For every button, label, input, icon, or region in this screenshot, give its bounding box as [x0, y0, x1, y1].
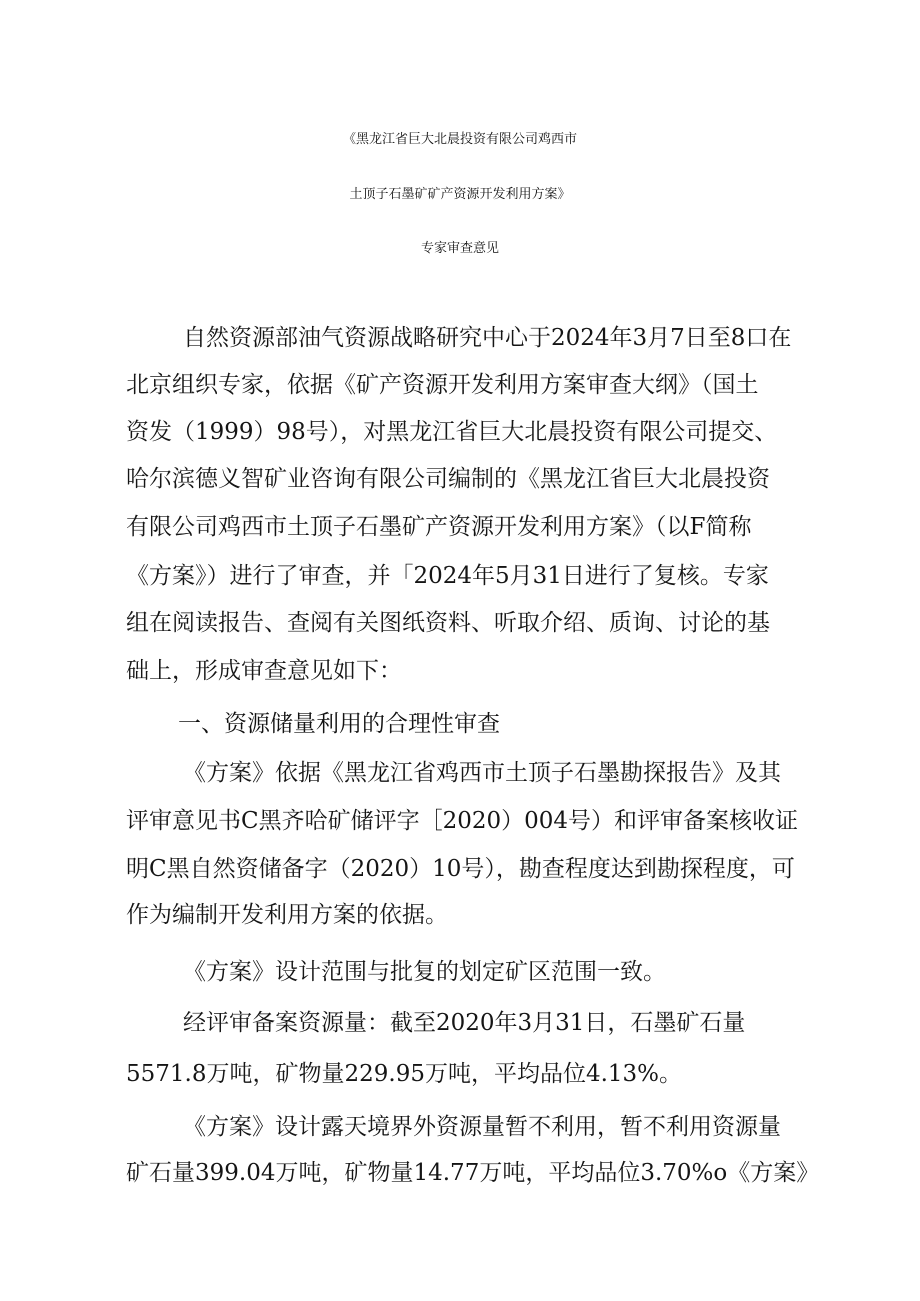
- para4-line-2: 5571.8万吨，矿物量229.95万吨，平均品位4.13%。: [126, 1061, 683, 1087]
- para5-line-2: 矿石量399.04万吨，矿物量14.77万吨，平均品位3.70%o《方案》: [126, 1160, 820, 1186]
- section-heading: 一、资源储量利用的合理性审查: [178, 711, 500, 737]
- intro-line-4: 哈尔滨德义智矿业咨询有限公司编制的《黑龙江省巨大北晨投资: [126, 466, 770, 492]
- intro-line-8: 础上，形成审查意见如下：: [126, 658, 402, 684]
- intro-line-6: 《方案》）进行了审查，并「2024年5月31日进行了复核。专家: [126, 563, 769, 589]
- document-title-line-2: 土顶子石墨矿矿产资源开发利用方案》: [349, 187, 571, 202]
- document-title-line-3: 专家审查意见: [420, 241, 499, 256]
- para5-line-1: 《方案》设计露天境界外资源量暂不利用，暂不利用资源量: [183, 1114, 781, 1140]
- intro-line-2: 北京组织专家，依据《矿产资源开发利用方案审查大纲》（国土: [126, 372, 759, 398]
- para2-line-2: 评审意见书C黑齐哈矿储评字［2020）004号）和评审备案核收证: [126, 808, 799, 834]
- para2-line-4: 作为编制开发利用方案的依据。: [126, 902, 448, 928]
- intro-line-7: 组在阅读报告、查阅有关图纸资料、听取介绍、质询、讨论的基: [126, 610, 770, 636]
- para3-line-1: 《方案》设计范围与批复的划定矿区范围一致。: [183, 959, 666, 985]
- para2-line-3: 明C黑自然资储备字（2020）10号），勘查程度达到勘探程度，可: [126, 856, 795, 882]
- document-title-line-1: 《黑龙江省巨大北晨投资有限公司鸡西市: [342, 132, 577, 147]
- para2-line-1: 《方案》依据《黑龙江省鸡西市土顶子石墨勘探报告》及其: [183, 760, 781, 786]
- para4-line-1: 经评审备案资源量：截至2020年3月31日，石墨矿石量: [183, 1010, 746, 1036]
- intro-line-1: 自然资源部油气资源战略研究中心于2024年3月7日至8口在: [183, 325, 792, 351]
- intro-line-5: 有限公司鸡西市土顶子石墨矿产资源开发利用方案》（以F简称: [126, 514, 752, 540]
- intro-line-3: 资发（1999）98号），对黑龙江省巨大北晨投资有限公司提交、: [126, 419, 778, 445]
